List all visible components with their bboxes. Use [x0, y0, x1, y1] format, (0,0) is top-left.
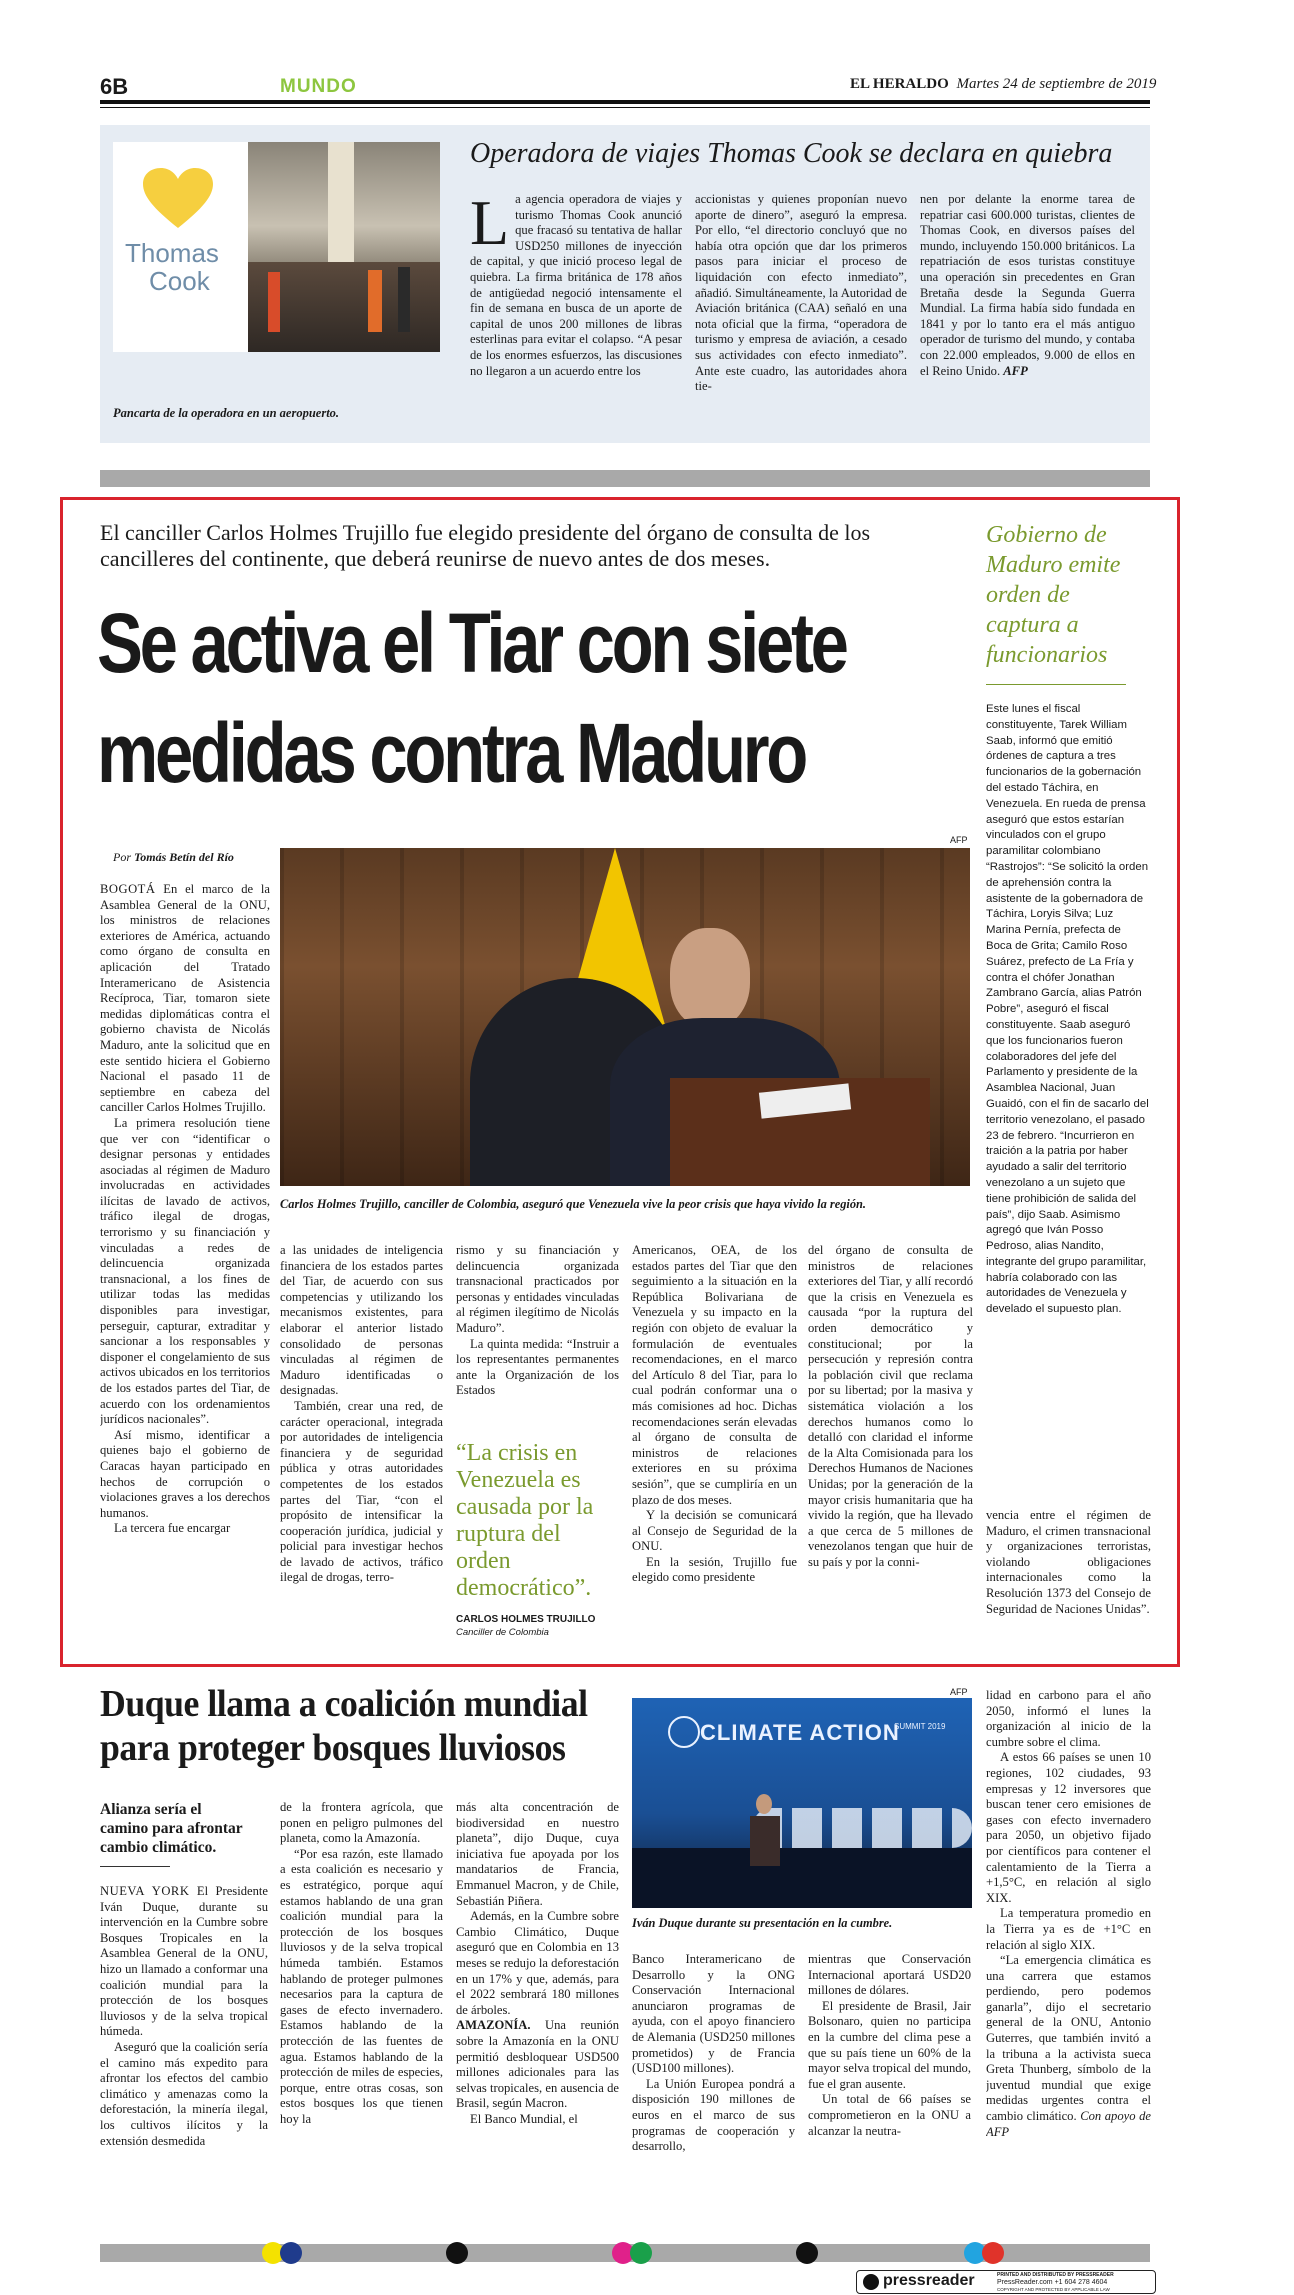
thomas-cook-col-3-text: nen por delante la enorme tarea de repatriar casi 600.000 turistas, clientes de Thomas Cook, en diversos países del mundo, incluyendo 150.000 británicos. La repatriación de esos turistas constituye una operación sin precedentes en Gran Bretaña desde la Segunda Guerra Mundial. La firma había sido fundada en 1841 y por lo tanto era el más antiguo operador de turismo del mundo, y contaba con 22.000 empleados, 9.000 de ellos en el Reino Unido.	[920, 192, 1135, 378]
duque-photo-credit: AFP	[950, 1687, 968, 1697]
tiar-col-1-p2: La primera resolución tiene que ver con “identificar o designar personas y entidades asociadas al régimen de Maduro involucradas en actividades ilícitas de lavado de activos, tráfico ilegal de drogas, terrorismo y su financiación y vinculadas a redes de delincuencia organizada transnacional, a los fines de utilizar todas las medidas disponibles para investigar, perseguir, capturar, extraditar y sancionar a los responsables y disponer el congelamiento de sus activos ubicados en los territorios de los estados partes del Tiar, de acuerdo con los ordenamientos jurídicos nacionales”.	[100, 1115, 270, 1427]
tiar-col-2-p2: También, crear una red, de carácter operacional, integrada por autoridades de inteligencia financiera y de seguridad pública y otras autoridades competentes de los estados partes del Tiar, “con el propósito de intensificar la cooperación jurídica, judicial y policial para investigar hechos de lavado de activos, tráfico ilegal de drogas, terro-	[280, 1398, 443, 1585]
duque-dateline: NUEVA YORK	[100, 1884, 190, 1898]
duque-col-6-p4	[986, 1953, 1151, 2140]
byline-author: Tomás Betín del Río	[134, 850, 234, 864]
duque-col-4-p1: Banco Interamericano de Desarrollo y la ONG Conservación Internacional anunciaron programas de ayuda, con el apoyo financiero de Alemania (USD250 millones prometidos) y de Francia (USD100 millones).	[632, 1952, 795, 2076]
gray-divider-bar	[100, 470, 1150, 487]
pressreader-logo-icon	[863, 2274, 879, 2290]
duque-subhead: Alianza sería el camino para afrontar cambio climático.	[100, 1801, 243, 1856]
thomas-cook-logo-text-1: Thomas	[125, 238, 219, 268]
pullquote-name: CARLOS HOLMES TRUJILLO	[456, 1614, 596, 1625]
thomas-cook-col-1-text: a agencia operadora de viajes y turismo Thomas Cook anunció que fracasó su tentativa de hallar USD250 millones de inyección de capital, y que inició proceso legal de quiebra. La firma británica de 178 años de antigüedad negoció intensamente el fin de semana en busca de un aporte de capital de unos 200 millones de libras esterlinas para evitar el colapso. “A pesar de los enormes esfuerzos, las discusiones no llegaron a un acuerdo entre los	[470, 192, 682, 378]
tiar-col-2-p1: a las unidades de inteligencia financiera de los estados partes del Tiar, de acuerdo con sus competencias y utilizando los mecanismos existentes, para elaborar el anterior listado consolidado de personas vinculadas al régimen de Maduro identificadas o designadas.	[280, 1243, 443, 1398]
tiar-col-1-p1	[100, 882, 270, 1116]
pressreader-badge[interactable]	[856, 2270, 1156, 2294]
duque-col-4	[632, 1952, 795, 2234]
climate-summit-photo	[632, 1698, 972, 1908]
tiar-deck: El canciller Carlos Holmes Trujillo fue elegido presidente del órgano de consulta de los cancilleres del continente, que deberá reunirse de nuevo antes de dos meses.	[100, 520, 871, 571]
duque-col-5-p1: mientras que Conservación Internacional aportará USD20 millones de dólares.	[808, 1952, 971, 1998]
header-rule-thin	[100, 107, 1150, 108]
thomas-cook-credit: AFP	[1003, 363, 1028, 378]
amazonia-lead: AMAZONÍA.	[456, 2018, 531, 2033]
duque-photo-caption: Iván Duque durante su presentación en la cumbre.	[632, 1916, 893, 1930]
duque-col-2-p2: “Por esa razón, este llamado a esta coalición es necesario y es estratégico, porque aquí estamos hablando de una gran coalición mundial para la protección de los bosques lluviosos y de la selva tropical húmeda también. Estamos hablando de proteger pulmones necesarios para la captura de gases de efecto invernadero. Estamos hablando de la protección de las fuentes de agua. Estamos hablando de la protección de miles de especies, porque, entre otras cosas, son estos bosques los que tienen hoy la	[280, 1846, 443, 2126]
duque-col-3-p4: El Banco Mundial, el	[470, 2111, 578, 2126]
pressreader-line-1: PRINTED AND DISTRIBUTED BY PRESSREADER	[997, 2272, 1114, 2278]
tiar-col-6-p1: vencia entre el régimen de Maduro, el crimen transnacional y organizaciones terroristas, violando obligaciones internacionales como la Resolución 1373 del Consejo de Seguridad de Naciones Unidas”.	[986, 1508, 1151, 1616]
duque-col-3-p1: más alta concentración de biodiversidad en nuestro planeta”, dijo Duque, cuya iniciativa fue apoyada por los mandatarios de Francia, Emmanuel Macron, y de Chile, Sebastián Piñera.	[456, 1800, 619, 1908]
duque-subhead-rule	[100, 1866, 170, 1867]
duque-col-1	[100, 1884, 268, 2234]
heart-logo-icon	[143, 168, 213, 230]
crop-mark-black-2	[796, 2242, 818, 2264]
thomas-cook-col-2-text: accionistas y quienes proponían nuevo aporte de dinero”, aseguró la empresa. Por ello, “el directorio concluyó que no había otra opción que dar los primeros pasos para iniciar el proceso de liquidación con efecto inmediato”, añadió. Simultáneamente, la Autoridad de Aviación británica (CAA) señaló en una nota oficial que la firma, “operadora de turismo y empresa de aviación, a cesado sus actividades con efecto inmediato”. Ante este cuadro, las autoridades ahora tie-	[695, 192, 907, 394]
tiar-byline	[113, 850, 234, 865]
duque-headline-1: Duque llama a coalición mundial	[100, 1683, 588, 1725]
duque-col-5	[808, 1952, 971, 2234]
duque-col-4-p2: La Unión Europea pondrá a disposición 190 millones de euros en el marco de sus programas de cooperación y desarrollo,	[632, 2076, 795, 2154]
thomas-cook-col-2	[695, 192, 907, 427]
tiar-col-1-p1-text: En el marco de la Asamblea General de la ONU, los ministros de relaciones exteriores de América, actuando como órgano de consulta en aplicación del Tratado Interamericano de Asistencia Recíproca, Tiar, tomaron siete medidas diplomáticas contra el gobierno chavista de Nicolás Maduro, ante la solicitud que en este sentido hiciera el Gobierno Nacional el pasado 11 de septiembre en cabeza del canciller Carlos Holmes Trujillo.	[100, 882, 270, 1115]
duque-col-6-p1: lidad en carbono para el año 2050, informó el lunes la organización al inicio de la cumbre sobre el clima.	[986, 1688, 1151, 1749]
duque-col-1-p2: Aseguró que la coalición sería el camino más expedito para afrontar los efectos del cambio climático y amenazas como la deforestación, la minería ilegal, los cultivos ilícitos y la extensión desmedida	[100, 2039, 268, 2148]
crop-mark-blue	[280, 2242, 302, 2264]
duque-col-5-p3: Un total de 66 países se comprometieron en la ONU a alcanzar la neutra-	[808, 2092, 971, 2138]
tiar-col-3	[456, 1243, 619, 1398]
pullquote-role: Canciller de Colombia	[456, 1627, 549, 1638]
tiar-photo-credit: AFP	[950, 835, 968, 845]
duque-col-1-p1	[100, 1884, 268, 2040]
duque-col-5-p2: El presidente de Brasil, Jair Bolsonaro, quien no participa en la cumbre del clima pese a que su país tiene un 60% de la mayor selva tropical del mundo, fue el gran ausente.	[808, 1998, 971, 2091]
dropcap: L	[470, 192, 510, 258]
tiar-col-4-p2: Y la decisión se comunicará al Consejo de Seguridad de la ONU.	[632, 1508, 797, 1554]
thomas-cook-col-3	[920, 192, 1135, 427]
thomas-cook-col-1	[470, 192, 682, 427]
tiar-headline-1: Se activa el Tiar con siete	[97, 596, 846, 690]
duque-headline-2: para proteger bosques lluviosos	[100, 1727, 566, 1769]
tiar-col-1-p3: Así mismo, identificar a quienes bajo el gobierno de Caracas hayan participado en hechos de corrupción o violaciones graves a los derechos humanos.	[100, 1427, 270, 1520]
tiar-col-3-p2: La quinta medida: “Instruir a los representantes permanentes ante la Organización de los Estados	[456, 1336, 619, 1398]
duque-col-6-p2: A estos 66 países se unen 10 regiones, 102 ciudades, 93 empresas y 12 inversores que buscan tener cero emisiones de gases con efecto invernadero para 2050, un objetivo fijado por científicos para contener el calentamiento de la Tierra a +1,5°C, en relación al siglo XIX.	[986, 1750, 1151, 1905]
climate-banner-text: CLIMATE ACTION	[700, 1720, 900, 1745]
section-label: MUNDO	[280, 76, 357, 97]
issue-date: Martes 24 de septiembre de 2019	[956, 76, 1157, 92]
duque-col-3	[456, 1800, 619, 2232]
duque-col-1-p1-text: El Presidente Iván Duque, durante su intervención en la Cumbre sobre Bosques Tropicales en la Asamblea General de la ONU, hizo un llamado a conformar una coalición mundial para la protección de los bosques lluviosos y de la selva tropical húmeda.	[100, 1884, 268, 2039]
tiar-col-3-p1: rismo y su financiación y delincuencia organizada transnacional practicados por personas y entidades vinculadas al régimen ilegítimo de Nicolás Maduro”.	[456, 1243, 619, 1335]
tiar-col-1	[100, 882, 270, 1642]
climate-banner-sub: SUMMIT 2019	[894, 1722, 946, 1731]
duque-credit: Con apoyo de AFP	[986, 2109, 1151, 2139]
duque-col-6	[986, 1688, 1151, 2236]
pressreader-line-3: COPYRIGHT AND PROTECTED BY APPLICABLE LAW	[997, 2287, 1110, 2292]
crop-mark-green	[630, 2242, 652, 2264]
un-emblem-icon	[668, 1716, 700, 1748]
duque-col-6-p3: La temperatura promedio en la Tierra ya es de +1°C en relación al siglo XIX.	[986, 1906, 1151, 1952]
pressreader-brand: pressreader	[883, 2272, 975, 2289]
thomas-cook-logo-text-2: Cook	[149, 266, 210, 296]
thomas-cook-caption: Pancarta de la operadora en un aeropuerto.	[113, 406, 340, 420]
thomas-cook-headline: Operadora de viajes Thomas Cook se declara en quiebra	[470, 138, 1113, 169]
header-rule	[100, 100, 1150, 104]
duque-col-6-p4-text: “La emergencia climática es una carrera que estamos perdiendo, pero podemos ganarla”, dijo el secretario general de la ONU, Antonio Guterres, que también invitó a la tribuna a la activista sueca Greta Thunberg, símbolo de la juventud mundial que exige medidas urgentes contra el cambio climático.	[986, 1953, 1151, 2124]
duque-col-2-p1: de la frontera agrícola, que ponen en peligro pulmones del planeta, como la Amazonía.	[280, 1800, 443, 1846]
tiar-headline-2: medidas contra Maduro	[97, 706, 806, 800]
paper-name: EL HERALDO	[850, 76, 949, 92]
tiar-col-4-p1: Americanos, OEA, de los estados partes del Tiar que den seguimiento a la situación en la República Bolivariana de Venezuela y su impacto en la región con objeto de evaluar la formulación de eventuales recomendaciones, en el marco del Artículo 8 del Tiar, para lo cual podrán conformar una o más comisiones ad hoc. Dichas recomendaciones serán elevadas al órgano de consulta de ministros de relaciones exteriores en su próxima sesión”, que se cumpliría en un plazo de dos meses.	[632, 1243, 797, 1507]
trujillo-photo	[280, 848, 970, 1186]
tiar-photo-caption: Carlos Holmes Trujillo, canciller de Colombia, aseguró que Venezuela vive la peor crisis que haya vivido la región.	[280, 1197, 867, 1211]
tiar-col-4	[632, 1243, 797, 1643]
masthead	[850, 76, 1156, 93]
byline-prefix: Por	[113, 850, 131, 864]
tiar-col-6	[986, 1508, 1151, 1643]
airport-photo	[248, 142, 440, 352]
tiar-col-5-p1: del órgano de consulta de ministros de relaciones exteriores del Tiar, y allí recordó que la crisis en Venezuela es causada “por la ruptura del orden democrático y constitucional; por la persecución y represión contra la población civil que reclama por su libertad; por la masiva y sistemática violación a los derechos humanos como lo detalló con claridad el informe de la Alta Comisionada para los Derechos Humanos de Naciones Unidas; por la generación de la mayor crisis humanitaria que ha vivido la región, que ha llevado a que cerca de 5 millones de venezolanos tengan que huir de su país y por la conni-	[808, 1243, 973, 1569]
crop-mark-black	[446, 2242, 468, 2264]
dateline: BOGOTÁ	[100, 882, 156, 896]
tiar-col-4-p3: En la sesión, Trujillo fue elegido como presidente	[632, 1554, 797, 1585]
sidebar-text: Este lunes el fiscal constituyente, Tarek William Saab, informó que emitió órdenes de captura a tres funcionarios de la gobernación del estado Táchira, en Venezuela. En rueda de prensa aseguró que estos estarían vinculados con el grupo paramilitar colombiano “Rastrojos”: “Se solicitó la orden de aprehensión contra la asistente de la gobernadora de Táchira, Loryis Silva; Luz Marina Pernía, prefecta de Boca de Grita; Camilo Roso Suárez, prefecto de La Fría y contra el chófer Jonathan Zambrano García, alias Patrón Pobre”, aseguró el fiscal constituyente. Saab aseguró que los funcionarios fueron colaboradores del jefe del Parlamento y presidente de la Asamblea Nacional, Juan Guaidó, con el fin de sacarlo del territorio venezolano, el pasado 23 de febrero. “Incurrieron en traición a la patria por haber ayudado a salir del territorio venezolano a un sujeto que tiene prohibición de salida del país”, dijo Saab. Asimismo agregó que Iván Posso Pedroso, alias Nandito, integrante del grupo paramilitar, habría colaborado con las autoridades de Venezuela y develado el supuesto plan.	[986, 703, 1149, 1316]
sidebar-rule	[986, 684, 1126, 685]
page-number: 6B	[100, 74, 129, 99]
tiar-col-1-p4: La tercera fue encargar	[114, 1521, 231, 1536]
pressreader-line-2: PressReader.com +1 604 278 4604	[997, 2279, 1108, 2286]
duque-col-3-p3	[456, 2018, 619, 2112]
duque-col-3-p2: Además, en la Cumbre sobre Cambio Climático, Duque aseguró que en Colombia en 13 meses se redujo la deforestación en un 17% y que, además, para el 2022 sembrará 180 millones de árboles.	[456, 1909, 619, 2017]
tiar-col-2	[280, 1243, 443, 1643]
sidebar-title: Gobierno de Maduro emite orden de captura a funcionarios	[986, 522, 1121, 668]
tiar-pullquote: “La crisis en Venezuela es causada por la ruptura del orden democrático”.	[456, 1440, 594, 1601]
duque-col-3-p3-text: Una reunión sobre la Amazonía en la ONU permitió desbloquear USD500 millones adicionales para las selvas tropicales, en ausencia de Brasil, según Macron.	[456, 2018, 619, 2111]
crop-mark-red	[982, 2242, 1004, 2264]
duque-col-2	[280, 1800, 443, 2232]
thomas-cook-logo-panel	[113, 142, 248, 352]
tiar-col-5	[808, 1243, 973, 1643]
